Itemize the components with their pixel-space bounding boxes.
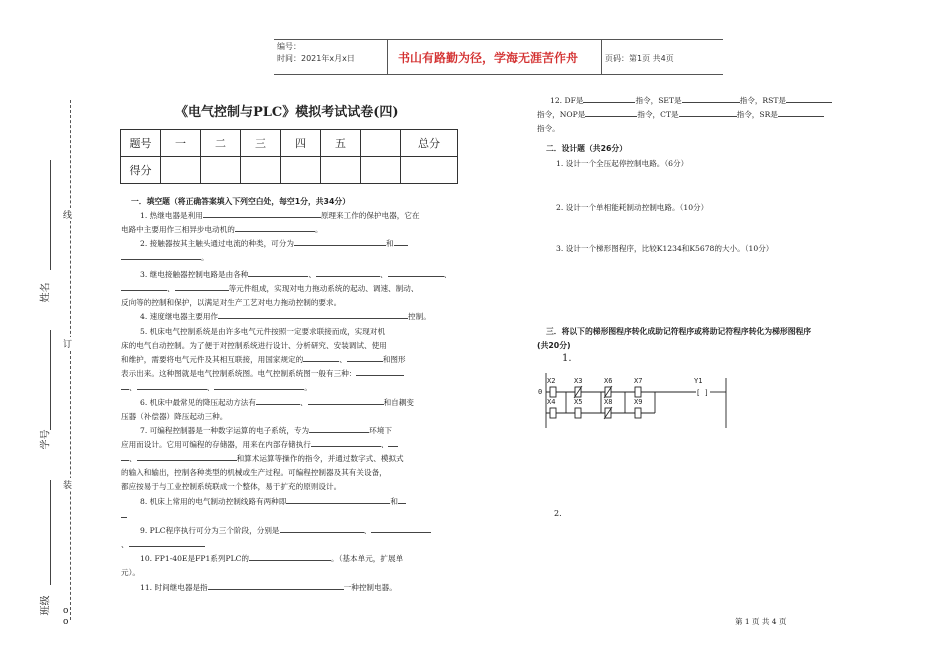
q5-text: 、 xyxy=(339,355,347,364)
score-row-label: 得分 xyxy=(121,157,161,184)
q5-text: 5. 机床电气控制系统是由许多电气元件按照一定要求联接而成，实现对机 xyxy=(140,327,386,336)
contact-label-x9: X9 xyxy=(634,398,643,406)
design-question-1: 1. 设计一个全压起停控制电路。（6分） xyxy=(556,159,689,168)
answer-blank[interactable] xyxy=(309,423,369,433)
contact-label-x4: X4 xyxy=(547,398,556,406)
score-entry[interactable] xyxy=(201,157,241,184)
question-2-cont xyxy=(121,249,209,266)
q2-text: 。 xyxy=(201,253,209,262)
binding-dashed-line xyxy=(70,100,71,620)
section2-heading: 二．设计题（共26分） xyxy=(546,144,628,153)
q10-text: 元）。 xyxy=(121,568,140,577)
score-entry-total[interactable] xyxy=(401,157,458,184)
binding-circle-a: o xyxy=(63,606,69,616)
score-table xyxy=(120,129,458,184)
q2-text: 和 xyxy=(385,239,394,248)
question-8 xyxy=(140,493,406,510)
answer-blank[interactable] xyxy=(121,508,127,518)
ladder-rail-label: 0 xyxy=(538,388,543,396)
score-entry[interactable] xyxy=(161,157,201,184)
answer-blank[interactable] xyxy=(347,352,383,362)
q7-text: 都应按易于与工业控制系统联成一个整体，易于扩充的原则设计。 xyxy=(121,482,342,491)
answer-blank[interactable] xyxy=(388,267,444,277)
q3-text: 反向等的控制和保护，以满足对生产工艺对电力拖动控制的要求。 xyxy=(121,298,342,307)
conversion-item-1: 1. xyxy=(562,353,572,364)
section3-heading: 三．将以下的梯形图程序转化成助记符程序或将助记符程序转化为梯形图程序 xyxy=(546,327,812,336)
page-footer: 第 1 页 共 4 页 xyxy=(735,617,787,626)
binding-bind-char: 装 xyxy=(63,478,72,491)
answer-blank[interactable] xyxy=(585,107,637,117)
question-8-cont xyxy=(121,507,127,524)
exam-title: 《电气控制与PLC》模拟考试试卷(四) xyxy=(175,105,399,120)
score-entry[interactable] xyxy=(361,157,401,184)
contact-label-x8: X8 xyxy=(604,398,613,406)
answer-blank[interactable] xyxy=(286,494,390,504)
q12-text: 指令，SR是 xyxy=(736,110,778,119)
q7-text: 的输入和输出，控制各种类型的机械或生产过程。可编程控制器及其有关设备， xyxy=(121,468,387,477)
q12-text: 指令。 xyxy=(537,124,560,133)
answer-blank[interactable] xyxy=(203,208,321,218)
class-field-line xyxy=(50,480,51,585)
score-cell-4: 四 xyxy=(281,130,321,157)
q5-text: 、 xyxy=(129,383,137,392)
answer-blank[interactable] xyxy=(175,281,229,291)
q5-text: 表示出来。这种图就是电气控制系统图。电气控制系统图一般有三种： xyxy=(121,369,357,378)
q7-text: 环境下 xyxy=(369,426,392,435)
binding-line-char: 线 xyxy=(63,208,72,221)
contact-label-x7: X7 xyxy=(634,377,643,385)
score-cell-3: 三 xyxy=(241,130,281,157)
answer-blank[interactable] xyxy=(208,580,344,590)
answer-blank[interactable] xyxy=(235,222,315,232)
q10-text: 10. FP1-40E是FP1系列PLC的 xyxy=(140,554,250,563)
q8-text: 8. 机床上常用的电气制动控制线路有两种即 xyxy=(140,497,287,506)
answer-blank[interactable] xyxy=(682,93,740,103)
header-bottom-rule xyxy=(274,74,723,75)
q10-text: 。（基本单元，扩展单 xyxy=(331,554,404,563)
answer-blank[interactable] xyxy=(121,451,129,461)
coil-symbol: [ ] xyxy=(696,389,709,397)
binding-order-char: 订 xyxy=(63,337,72,350)
coil-label-y1: Y1 xyxy=(694,377,703,385)
question-10-cont xyxy=(121,564,140,581)
score-cell-6 xyxy=(361,130,401,157)
design-question-3: 3. 设计一个梯形图程序，比较K1234和K5678的大小。（10分） xyxy=(556,244,774,253)
question-12-cont2 xyxy=(537,120,560,137)
section3-heading-cont: (共20分) xyxy=(537,341,571,350)
q3-text: 、 xyxy=(167,284,175,293)
score-entry[interactable] xyxy=(321,157,361,184)
q4-text: 控制。 xyxy=(408,312,431,321)
contact-x2 xyxy=(550,387,556,397)
q1-text: 原理来工作的保护电器，它在 xyxy=(320,211,420,220)
score-cell-total: 总分 xyxy=(401,130,458,157)
q6-text: 和自耦变 xyxy=(383,398,414,407)
q3-text: 3. 继电接触器控制电路是由各种 xyxy=(140,270,249,279)
section1-heading: 一．填空题（将正确答案填入下列空白处，每空1分，共34分） xyxy=(131,197,350,206)
answer-blank[interactable] xyxy=(398,494,406,504)
contact-x7 xyxy=(635,387,641,397)
score-cell-label: 题号 xyxy=(121,130,161,157)
q11-text: 11. 时间继电器是指 xyxy=(140,583,208,592)
contact-x5 xyxy=(575,408,581,418)
ladder-diagram xyxy=(538,368,738,438)
name-label: 姓名 xyxy=(40,282,52,303)
answer-blank[interactable] xyxy=(303,352,339,362)
q6-text: 压器（补偿器）降压起动三种。 xyxy=(121,412,228,421)
q5-text: 和图形 xyxy=(382,355,406,364)
answer-blank[interactable] xyxy=(786,93,832,103)
q4-text: 4. 速度继电器主要用作 xyxy=(140,312,219,321)
question-11 xyxy=(140,579,397,596)
conversion-item-2: 2. xyxy=(554,509,562,518)
answer-blank[interactable] xyxy=(583,93,635,103)
answer-blank[interactable] xyxy=(778,107,824,117)
name-field-line xyxy=(50,160,51,270)
score-cell-1: 一 xyxy=(161,130,201,157)
score-table-score-row xyxy=(121,157,458,184)
q1-text: 。 xyxy=(314,225,323,234)
contact-x4 xyxy=(550,408,556,418)
answer-blank[interactable] xyxy=(394,236,408,246)
q7-text: 应用而设计。它用可编程的存储器，用来在内部存储执行 xyxy=(121,440,311,449)
contact-label-x3: X3 xyxy=(574,377,583,385)
q1-text: 1. 热继电器是利用 xyxy=(140,211,203,220)
answer-blank[interactable] xyxy=(356,366,404,376)
q5-text: 和维护，需要将电气元件及其相互联接，用国家规定的 xyxy=(121,355,304,364)
q12-text: 12. DF是 xyxy=(550,96,584,105)
id-field-line xyxy=(50,330,51,430)
answer-blank[interactable] xyxy=(137,451,237,461)
score-cell-2: 二 xyxy=(201,130,241,157)
answer-blank[interactable] xyxy=(214,380,304,390)
header-top-rule xyxy=(274,39,723,40)
answer-blank[interactable] xyxy=(121,250,201,260)
q12-text: 指令，RST是 xyxy=(739,96,786,105)
q3-text: 、 xyxy=(308,270,316,279)
binding-circle-b: o xyxy=(63,617,69,627)
q3-text: 、 xyxy=(443,270,452,279)
answer-blank[interactable] xyxy=(294,236,386,246)
answer-blank[interactable] xyxy=(679,107,737,117)
q6-text: 6. 机床中最常见的降压起动方法有 xyxy=(140,398,256,407)
answer-blank[interactable] xyxy=(311,437,381,447)
answer-blank[interactable] xyxy=(256,395,300,405)
design-question-2: 2. 设计一个单相能耗制动控制电路。（10分） xyxy=(556,203,709,212)
q9-text: 、 xyxy=(121,540,129,549)
student-id-label: 学号 xyxy=(40,429,52,450)
answer-blank[interactable] xyxy=(137,380,207,390)
class-label: 班级 xyxy=(40,595,52,616)
q12-text: 指令，SET是 xyxy=(635,96,682,105)
contact-label-x2: X2 xyxy=(547,377,556,385)
q7-text: 、 xyxy=(380,440,389,449)
score-entry[interactable] xyxy=(241,157,281,184)
answer-blank[interactable] xyxy=(388,437,398,447)
score-cell-5: 五 xyxy=(321,130,361,157)
q9-text: 9. PLC程序执行可分为三个阶段，分别是 xyxy=(140,526,280,535)
q2-text: 2. 接触器按其主触头通过电流的种类，可分为 xyxy=(140,239,294,248)
q8-text: 和 xyxy=(390,497,398,506)
answer-blank[interactable] xyxy=(121,380,129,390)
q7-text: 、 xyxy=(129,454,137,463)
answer-blank[interactable] xyxy=(280,523,364,533)
question-10 xyxy=(140,550,403,567)
answer-blank[interactable] xyxy=(371,523,431,533)
q1-text: 电路中主要用作三相异步电动机的 xyxy=(121,225,235,234)
answer-blank[interactable] xyxy=(316,267,380,277)
answer-blank[interactable] xyxy=(308,395,384,405)
score-entry[interactable] xyxy=(281,157,321,184)
header-number-label: 编号： xyxy=(277,42,301,51)
header-divider-left xyxy=(387,39,388,75)
q7-text: 和算术运算等操作的指令，并通过数字式、模拟式 xyxy=(236,454,404,463)
answer-blank[interactable] xyxy=(129,537,205,547)
score-table-header-row xyxy=(121,130,458,157)
q9-text: 、 xyxy=(363,526,372,535)
q11-text: 一种控制电器。 xyxy=(343,583,397,592)
q12-text: 指令，NOP是 xyxy=(537,110,586,119)
q5-text: 、 xyxy=(206,383,215,392)
answer-blank[interactable] xyxy=(121,281,167,291)
header-motto: 书山有路勤为径，学海无涯苦作舟 xyxy=(398,51,579,65)
header-divider-right xyxy=(601,39,602,75)
contact-x9 xyxy=(635,408,641,418)
answer-blank[interactable] xyxy=(249,551,331,561)
answer-blank[interactable] xyxy=(218,309,408,319)
q7-text: 7. 可编程控制器是一种数字运算的电子系统，专为 xyxy=(140,426,310,435)
q6-text: 、 xyxy=(299,398,308,407)
q5-text: 。 xyxy=(304,383,312,392)
header-page-info: 页码：第1页 共4页 xyxy=(605,54,674,63)
question-12-cont xyxy=(537,106,824,123)
q5-text: 床的电气自动控制。为了便于对控制系统进行设计、分析研究、安装调试、使用 xyxy=(121,341,387,350)
header-time-label: 时间：2021年x月x日 xyxy=(277,54,355,63)
contact-label-x6: X6 xyxy=(604,377,613,385)
answer-blank[interactable] xyxy=(248,267,308,277)
contact-label-x5: X5 xyxy=(574,398,583,406)
q3-text: 、 xyxy=(379,270,388,279)
q12-text: 指令，CT是 xyxy=(637,110,679,119)
q3-text: 等元件组成，实现对电力拖动系统的起动、调速、制动、 xyxy=(228,284,419,293)
